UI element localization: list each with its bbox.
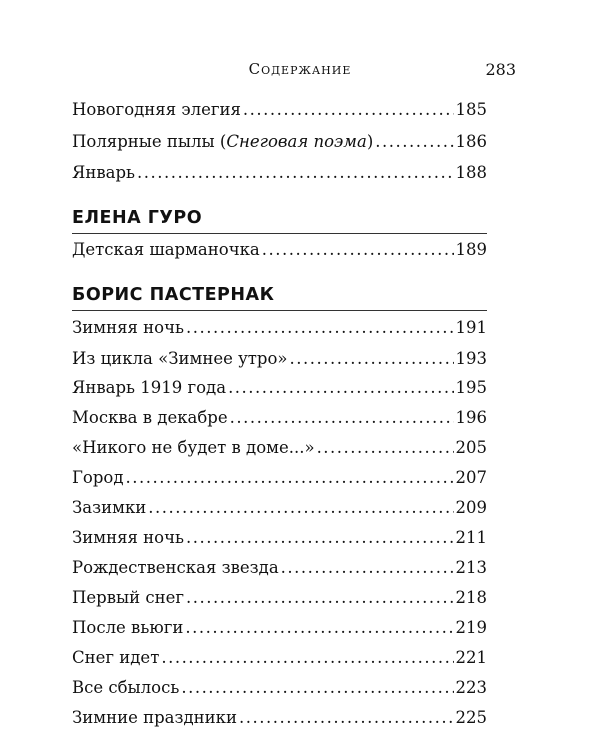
toc-entry <box>72 240 487 259</box>
toc-entry <box>72 408 487 427</box>
toc-entry <box>72 318 487 337</box>
toc-entry-page: 195 <box>455 378 487 397</box>
toc-entry <box>72 468 487 487</box>
toc-entry <box>72 132 487 151</box>
toc-entry-title: Снег идет <box>72 648 160 667</box>
leader-dots <box>185 618 453 637</box>
toc-entry-title: Из цикла «Зимнее утро» <box>72 349 288 368</box>
toc-entry-page: 205 <box>455 438 487 457</box>
toc-entry-title: Москва в декабре <box>72 408 228 427</box>
toc-entry-title <box>72 132 373 151</box>
toc-entry-title: Январь <box>72 163 135 182</box>
toc-entry-page: 186 <box>455 132 487 151</box>
leader-dots <box>186 318 454 337</box>
toc-entry-page: 193 <box>455 349 487 368</box>
leader-dots <box>239 708 454 727</box>
toc-entry-page: 213 <box>455 558 487 577</box>
running-title: Содержание <box>248 60 352 78</box>
leader-dots <box>281 558 454 577</box>
heading-rule <box>72 310 487 311</box>
toc-entry-page: 219 <box>455 618 487 637</box>
leader-dots <box>137 163 454 182</box>
toc-entry-page: 221 <box>455 648 487 667</box>
toc-entry-page: 185 <box>455 100 487 119</box>
leader-dots <box>126 468 454 487</box>
toc-entry <box>72 528 487 547</box>
leader-dots <box>186 588 453 607</box>
toc-entry-title: После вьюги <box>72 618 184 637</box>
toc-entry-title: Первый снег <box>72 588 185 607</box>
toc-entry-page: 207 <box>455 468 487 487</box>
toc-entry-page: 189 <box>455 240 487 259</box>
toc-entry <box>72 618 487 637</box>
leader-dots <box>290 349 454 368</box>
toc-entry-title: Город <box>72 468 124 487</box>
toc-entry-title: Зимняя ночь <box>72 528 184 547</box>
author-heading: БОРИС ПАСТЕРНАК <box>72 285 275 305</box>
toc-entry-title-end: ) <box>366 132 374 151</box>
author-heading: ЕЛЕНА ГУРО <box>72 208 203 228</box>
toc-entry-page: 191 <box>455 318 487 337</box>
toc-entry <box>72 498 487 517</box>
toc-entry-title: Январь 1919 года <box>72 378 227 397</box>
leader-dots <box>186 528 454 547</box>
toc-entry <box>72 163 487 182</box>
leader-dots <box>375 132 453 151</box>
toc-entry-page: 225 <box>455 708 487 727</box>
toc-entry-page: 196 <box>455 408 487 427</box>
toc-entry <box>72 558 487 577</box>
leader-dots <box>317 438 454 457</box>
leader-dots <box>228 378 453 397</box>
toc-entry-page: 211 <box>455 528 487 547</box>
leader-dots <box>262 240 454 259</box>
toc-entry-page: 209 <box>455 498 487 517</box>
toc-entry-title: Новогодняя элегия <box>72 100 241 119</box>
toc-entry <box>72 349 487 368</box>
leader-dots <box>243 100 454 119</box>
toc-entry <box>72 678 487 697</box>
leader-dots <box>181 678 453 697</box>
toc-entry-subtitle: Снеговая поэма <box>226 132 367 151</box>
toc-entry <box>72 588 487 607</box>
toc-entry <box>72 708 487 727</box>
toc-entry-page: 223 <box>455 678 487 697</box>
toc-entry-title: «Никого не будет в доме...» <box>72 438 315 457</box>
toc-entry-title: Зимние праздники <box>72 708 237 727</box>
toc-entry-title-text: Полярные пылы ( <box>72 132 227 151</box>
toc-entry <box>72 378 487 397</box>
leader-dots <box>148 498 453 517</box>
toc-entry-title: Зазимки <box>72 498 147 517</box>
toc-entry <box>72 438 487 457</box>
page-number: 283 <box>485 60 516 79</box>
toc-entry-page: 218 <box>455 588 487 607</box>
toc-entry-title: Все сбылось <box>72 678 180 697</box>
toc-entry-title: Зимняя ночь <box>72 318 184 337</box>
toc-entry-page: 188 <box>455 163 487 182</box>
heading-rule <box>72 233 487 234</box>
leader-dots <box>230 408 454 427</box>
toc-entry <box>72 100 487 119</box>
toc-entry-title: Рождественская звезда <box>72 558 279 577</box>
toc-entry <box>72 648 487 667</box>
toc-entry-title: Детская шарманочка <box>72 240 260 259</box>
leader-dots <box>161 648 453 667</box>
